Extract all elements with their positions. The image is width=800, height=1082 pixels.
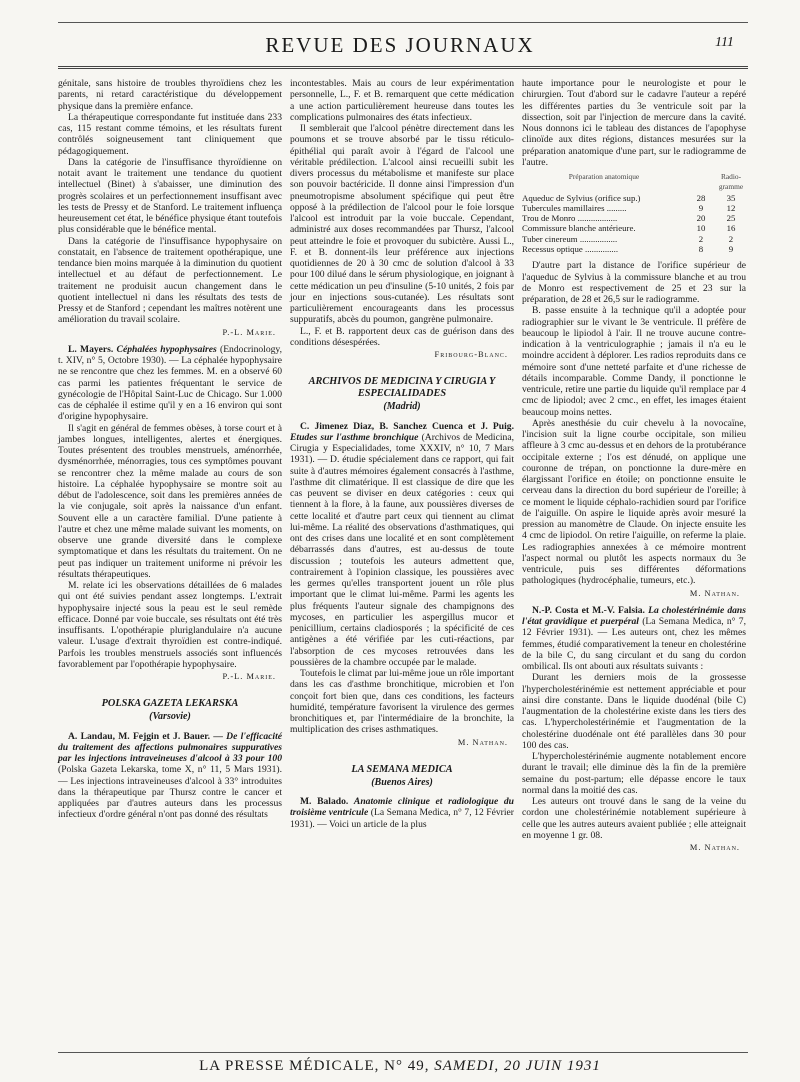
- paragraph: haute importance pour le neurologiste et pour le chirurgien. Tout d'abord sur le cadavre l'auteur a repéré les différentes parties du 3e ventricule soit par la dissection, soit par l'injection de mercure dans la cavité. Nous donnons ici le tableau des distances de l'apophyse clinoïde aux dites régions, distances mesurées sur la préparation anatomique d'une part, sur le radiogramme de l'autre.: [522, 78, 746, 168]
- table-cell-value: 10: [696, 223, 706, 234]
- article-author: N.-P. Costa et M.-V. Falsia.: [532, 604, 645, 616]
- signature: M. Nathan.: [689, 843, 740, 853]
- table-cell-value: 16: [726, 223, 736, 234]
- table-row: [522, 203, 746, 213]
- paragraph: Il s'agit en général de femmes obèses, à torse court et à jambes longues, intelligentes, alertes et énergiques. Toutes présentent des troubles menstruels, aménorrhée, dysménorrhée, ménorragies, tous ces symptômes pouvant se rencontrer chez la même malade au cours de son histoire. La céphalée hypophysaire se montre soit au début de l'adolescence, soit dans les premières années de la vie conjugale, soit après la naissance d'un enfant. Souvent elle a un caractère familial. D'une patiente à l'autre et chez une même malade suivant les moments, on observe une grande diversité dans le complexe symptomatique et dans les résultats du traitement. On ne peut pas indiquer un traitement uniforme ni prévoir les résultats thérapeutiques.: [58, 422, 282, 580]
- table-cell-value: 2: [728, 233, 734, 244]
- journal-city: (Buenos Aires): [371, 776, 433, 788]
- article-title: Etudes sur l'asthme bronchique: [290, 431, 419, 443]
- paragraph: Les auteurs ont trouvé dans le sang de la veine du cordon une cholestérinémie notablement supérieure à celle que les autres auteurs avaient publiée ; elle atteignait en moyenne 1 gr. 08.: [522, 796, 746, 841]
- article-author: A. Landau, M. Fejgin et J. Bauer.: [68, 730, 211, 742]
- paragraph: Dans la catégorie de l'insuffisance thyroïdienne on notait avant le traitement une tendance du quotient intellectuel (Binet) à s'abaisser, une diminution des progrès scolaires et un perfectionnement insuffisant avec les tests de Pressy et de Stanford. Le traitement influença heureusement cet état, le bénéfice physique étant toutefois plus considérable que le bénéfice mental.: [58, 156, 282, 236]
- table-cell-label: Commissure blanche antérieure.: [522, 223, 636, 234]
- article-heading: [58, 731, 282, 821]
- paragraph: Dans la catégorie de l'insuffisance hypophysaire on constatait, en l'absence de traitement opothérapique, une tendance bien moins marquée à la diminution du quotient intellectuel et au défaut de perfectionnement. Le traitement ne produisit aucun changement dans le quotient intellectuel ni dans les résultats des tests de Pressy et de Stanford ; cependant les maîtres notèrent une amélioration du travail scolaire.: [58, 235, 282, 326]
- table-cell-value: 9: [698, 202, 704, 213]
- article-body: (Polska Gazeta Lekarska, tome X, n° 11, 5 Mars 1931). — Les injections intraveineuses d'alcool à 33° introduites dans la thérapeutique par Thursz contre le cancer et appliquées par d'autres auteurs dans les processus infectieux d'ordre général n'ont pas donné des résultats: [58, 764, 282, 821]
- table-cell-value: 8: [698, 244, 704, 255]
- journal-heading: POLSKA GAZETA LEKARSKA: [101, 698, 239, 710]
- table-row: [522, 193, 746, 203]
- footer: [0, 1058, 800, 1075]
- page-number: 111: [715, 35, 734, 50]
- column-2: [290, 78, 514, 830]
- paragraph: B. passe ensuite à la technique qu'il a adoptée pour radiographier sur le vivant le 3e ventricule. Il préfère de beaucoup le lipiodol à l'air. Il ne trouve aucune contre-indication à la ventriculographie ; jamais il n'a eu le moindre accident à déplorer. Les radios reproduits dans ce mémoire sont d'une netteté parfaite et d'une richesse de détails incomparable. Comme Dandy, il ponctionne le ventricule, retire une partie du liquide qu'il remplace par 4 cmc de lipiodol; avec 2 cmc., en effet, les images étaient beaucoup moins nettes.: [522, 305, 746, 418]
- journal-heading: ARCHIVOS DE MEDICINA Y CIRUGIA Y ESPECIALIDADES: [308, 376, 496, 400]
- paragraph: Toutefois le climat par lui-même joue un rôle important dans les cas d'asthme bronchitique, microbien et l'on conçoit fort bien que, dans ces conditions, les facteurs humidité, température favorisent la virulence des germes bronchitiques et, par l'intermédiaire de la bronchite, la multiplication des crises asthmatiques.: [290, 668, 514, 736]
- article-title: Céphalées hypophysaires: [116, 343, 217, 355]
- paragraph: Il semblerait que l'alcool pénètre directement dans les poumons et se trouve absorbé par le tissu réticulo-épithélial qui paraît avoir à l'égard de l'alcool une véritable prédilection. L'alcool ainsi recueilli subit les divers processus du métabolisme et manifeste sur place son pouvoir bactéricide. Il donne ainsi l'impression d'un pneumotropisme absolument spécifique qui peut être opposé à la prédilection de l'alcool pour le foie lorsque l'alcool est introduit par la voie buccale. Cependant, administré aux doses recommandées par Thursz, l'alcool peut atteindre le foie et provoquer du subictère. Aussi L., F. et B. donnent-ils leur préférence aux injections quotidiennes de 20 à 30 cmc de solution d'alcool à 33 pour 100 dilué dans le sérum physiologique, en joignant à cette médication un peu d'insuline (5-10 unités, 2 fois par jour en injections sous-cutanée). Les résultats sont particulièrement encourageants dans les processus suppuratifs, abcès du poumon, gangrène pulmonaire.: [290, 123, 514, 326]
- article-title: La cholestérinémie dans l'état gravidique et puerpéral: [522, 604, 746, 628]
- paragraph: D'autre part la distance de l'orifice supérieur de l'aqueduc de Sylvius à la commissure blanche et au trou de Monro est respectivement de 25 et 23 sur la préparation, de 28 et 26,5 sur le radiogramme.: [522, 260, 746, 306]
- article-title: — De l'efficacité du traitement des affections pulmonaires suppuratives par les injections intraveineuses d'alcool à 33 pour 100: [58, 730, 282, 764]
- signature: P.-L. Marie.: [222, 672, 276, 681]
- paragraph: génitale, sans histoire de troubles thyroïdiens chez les parents, ni retard caractéristique du développement physique dans la première enfance.: [58, 78, 282, 112]
- article-heading: [290, 796, 514, 830]
- table-cell-value: 20: [696, 213, 706, 224]
- journal-city: (Varsovie): [149, 711, 191, 723]
- table-header-radio: Radio-gramme: [718, 172, 744, 192]
- column-3: [522, 78, 746, 858]
- article-body: (Archivos de Medicina, Cirugia y Especialidades, tome XXXIV, n° 10, 7 Mars 1931). — D. étudie spécialement dans ce rapport, qui fait suite à d'autres mémoires également consacrés à l'asthme, l'asthme dit climatérique. Il est classique de dire que les cas peuvent se diviser en deux catégories : ceux qui tiennent à la flore, à la faune, aux poussières diverses de cette localité et d'autre part ceux qui tiennent au climat lui-même. La réalité des observations d'asthmatiques, qui ont des crises dans une localité et en sont complètement débarrassés dans d'autres, est au-dessus de toute discussion ; toutefois les auteurs admettent que, contrairement à l'opinion classique, les poussières avec les germes qu'elles transportent jouent un rôle plus important que le climat lui-même. Parmi les agents les plus fréquents l'auteur signale des champignons des mycoses, en particulier les aspergillus mucor et penicillium, certains cladiosporés ; la spécificité de ces antigènes a été vérifiée par les cuti-réactions, par l'absorption de ces mycoses retrouvées dans les poussières de la chambre occupée par le malade.: [290, 431, 514, 668]
- table-cell-label: Aqueduc de Sylvius (orifice sup.): [522, 192, 641, 203]
- table-cell-label: Tubercules mamillaires .........: [522, 202, 627, 213]
- article-author: M. Balado.: [300, 796, 349, 807]
- article-heading: [522, 605, 746, 673]
- article-body: (Endocrinology, t. XIV, n° 5, Octobre 1930). — La céphalée hypophysaire ne se rencontre que chez les femmes. M. en a observé 60 cas parmi les patientes fréquentant le service de gynécologie de l'Hôpital Saint-Luc de Chicago. Sur 1.000 cas de céphalée il estime qu'il y en a 16 environ qui sont d'origine hypophysaire.: [58, 343, 282, 423]
- paragraph: incontestables. Mais au cours de leur expérimentation personnelle, L., F. et B. remarquent que cette médication a une action particulièrement heureuse dans toutes les complications pulmonaires des états infectieux.: [290, 78, 514, 123]
- paragraph: Durant les derniers mois de la grossesse l'hypercholestérinémie est nettement appréciable et pour ainsi dire constante. Dans le liquide duodénal (bile C) l'augmentation de la cholestérine existe dans les tiers des cas. L'hypercholestérinémie et l'augmentation de la cholestérine duodénale ont été parallèles dans 30 pour 100 des cas.: [522, 672, 746, 751]
- journal-city: (Madrid): [383, 401, 421, 413]
- table-cell-label: Recessus optique ...............: [522, 244, 619, 255]
- footer-date: SAMEDI, 20 JUIN 1931: [434, 1058, 601, 1074]
- article-title: Anatomie clinique et radiologique du troisième ventricule: [290, 796, 514, 819]
- footer-journal: LA PRESSE MÉDICALE, N° 49,: [199, 1058, 430, 1074]
- table-cell-value: 25: [726, 213, 736, 224]
- signature: M. Nathan.: [457, 737, 508, 747]
- signature: M. Nathan.: [689, 588, 740, 598]
- table-cell-value: 35: [726, 192, 736, 203]
- table-row: [522, 234, 746, 244]
- footer-rule: [58, 1052, 748, 1053]
- paragraph: M. relate ici les observations détaillées de 6 malades qui ont été suivies pendant assez longtemps. L'extrait hypophysaire injecté sous la peau est le seul remède efficace. Donné par voie buccale, ses résultats ont été très insuffisants. L'opothérapie pluriglandulaire n'a aucune valeur. L'usage d'extrait thyroïdien est contre-indiqué. Parfois les troubles menstruels associés sont influencés favorablement par l'opothérapie hypophysaire.: [58, 580, 282, 670]
- signature: Fribourg-Blanc.: [434, 350, 508, 359]
- signature: P.-L. Marie.: [222, 327, 276, 337]
- table-row: [522, 223, 746, 233]
- paragraph: L'hypercholestérinémie augmente notablement encore durant le travail; elle diminue dès la fin de la première semaine du post-partum; elle dépasse encore le taux normal dans la moitié des cas.: [522, 751, 746, 796]
- distance-table: [522, 172, 746, 254]
- table-cell-value: 2: [698, 233, 704, 244]
- journal-heading: LA SEMANA MEDICA: [351, 763, 453, 775]
- table-cell-label: Trou de Monro ..................: [522, 213, 618, 224]
- paragraph: La thérapeutique correspondante fut instituée dans 233 cas, 115 restant comme témoins, et les résultats furent contrôlés soigneusement tant cliniquement que pédagogiquement.: [58, 111, 282, 157]
- table-row: [522, 213, 746, 223]
- article-body: (La Semana Medica, n° 7, 12 Février 1931). — Voici un article de la plus: [290, 807, 514, 830]
- article-body: (La Semana Medica, n° 7, 12 Février 1931). — Les auteurs ont, chez les mêmes femmes, étudié comparativement la teneur en cholestérine de la bile C, du sang circulant et du sang du cordon ombilical. Ils ont abouti aux résultats suivants :: [522, 616, 746, 673]
- paragraph: L., F. et B. rapportent deux cas de guérison dans des conditions désespérées.: [290, 325, 514, 348]
- table-header: [522, 172, 746, 193]
- article-heading: [58, 344, 282, 423]
- table-header-label: Préparation anatomique: [568, 172, 640, 181]
- article-heading: [290, 421, 514, 669]
- running-title: REVUE DES JOURNAUX: [265, 33, 535, 57]
- header-rule-bottom: [58, 66, 748, 69]
- table-cell-value: 28: [696, 192, 706, 203]
- table-cell-label: Tuber cinereum .................: [522, 233, 618, 244]
- paragraph: Après anesthésie du cuir chevelu à la novocaïne, l'incision suit la ligne courbe occipitale, son milieu affleure à 3 cmc au-dessus et en dehors de la protubérance occipitale externe ; l'os est dénudé, on applique une couronne de trépan, on ponctionne la dure-mère en élargissant l'orifice en étoile; on ponctionne ensuite le cerveau dans la direction du bord supérieur de l'oreille; à ce moment le liquide céphalo-rachidien sourd par l'orifice de l'aiguille. On aspire le liquide après avoir mesuré la pression au manomètre de Claude. On injecte ensuite les 4 cmc de lipiodol. On retire l'aiguille, on referme la plaie. Les radiographies annexées à ce mémoire montrent l'aspect normal ou plutôt les aspects normaux du 3e ventricule, puis ses différentes déformations pathologiques (hydrocéphalie, tumeurs, etc.).: [522, 417, 746, 587]
- article-author: C. Jimenez Diaz, B. Sanchez Cuenca et J. Puig.: [300, 420, 514, 432]
- header-rule-top: [58, 22, 748, 23]
- table-cell-value: 9: [728, 244, 734, 255]
- column-1: [58, 78, 282, 821]
- table-cell-value: 12: [726, 202, 736, 213]
- table-row: [522, 244, 746, 254]
- article-author: L. Mayers.: [68, 343, 114, 355]
